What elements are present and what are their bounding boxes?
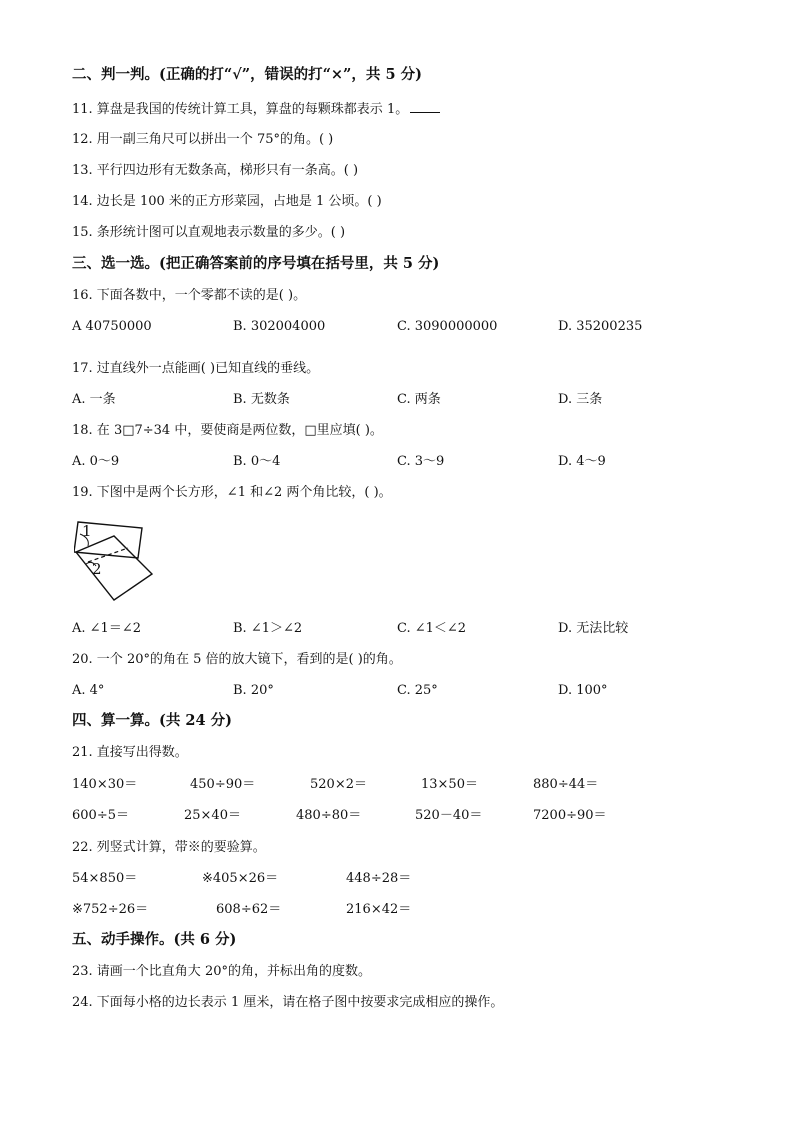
q20-option-d: D. 100°: [558, 683, 608, 698]
q21-item: 600÷5＝: [72, 808, 129, 823]
section-2-heading: 二、判一判。(正确的打“√”，错误的打“×”，共 5 分): [72, 66, 422, 83]
q22-item: 54×850＝: [72, 871, 138, 886]
q21-item: 7200÷90＝: [533, 808, 607, 823]
question-14: 14. 边长是 100 米的正方形菜园，占地是 1 公顷。( ): [72, 194, 382, 209]
question-22: 22. 列竖式计算，带※的要验算。: [72, 840, 266, 855]
question-12: 12. 用一副三角尺可以拼出一个 75°的角。( ): [72, 132, 334, 147]
question-16: 16. 下面各数中，一个零都不读的是( )。: [72, 288, 307, 303]
q21-item: 880÷44＝: [533, 777, 599, 792]
q16-option-a: A 40750000: [72, 319, 152, 334]
q21-item: 25×40＝: [184, 808, 241, 823]
q18-option-b: B. 0～4: [233, 454, 281, 469]
q20-option-b: B. 20°: [233, 683, 274, 698]
q22-item: 448÷28＝: [346, 871, 412, 886]
question-11-text: 11. 算盘是我国的传统计算工具，算盘的每颗珠都表示 1。: [72, 102, 409, 117]
q21-item: 520－40＝: [415, 808, 483, 823]
angle-1-label: 1: [82, 522, 92, 540]
q20-option-a: A. 4°: [72, 683, 105, 698]
lower-rectangle: [76, 536, 152, 600]
section-4-heading: 四、算一算。(共 24 分): [72, 712, 232, 729]
q22-item: 608÷62＝: [216, 902, 282, 917]
question-20: 20. 一个 20°的角在 5 倍的放大镜下，看到的是( )的角。: [72, 652, 402, 667]
q17-option-c: C. 两条: [397, 392, 441, 407]
q17-option-d: D. 三条: [558, 392, 603, 407]
answer-blank: [410, 101, 440, 113]
q21-item: 480÷80＝: [296, 808, 362, 823]
q22-item: ※405×26＝: [202, 871, 279, 886]
angle-2-label: 2: [92, 560, 102, 578]
question-21: 21. 直接写出得数。: [72, 745, 188, 760]
q19-option-b: B. ∠1＞∠2: [233, 621, 303, 636]
q17-option-b: B. 无数条: [233, 392, 290, 407]
section-5-heading: 五、动手操作。(共 6 分): [72, 931, 237, 948]
q18-option-d: D. 4～9: [558, 454, 606, 469]
q21-item: 13×50＝: [421, 777, 478, 792]
section-3-heading: 三、选一选。(把正确答案前的序号填在括号里，共 5 分): [72, 255, 440, 272]
two-rectangles-figure: [74, 516, 158, 608]
q22-item: ※752÷26＝: [72, 902, 149, 917]
question-11: [72, 101, 440, 118]
q22-item: 216×42＝: [346, 902, 412, 917]
question-15: 15. 条形统计图可以直观地表示数量的多少。( ): [72, 225, 346, 240]
question-19: 19. 下图中是两个长方形，∠1 和∠2 两个角比较，( )。: [72, 485, 392, 500]
q21-item: 140×30＝: [72, 777, 138, 792]
q20-option-c: C. 25°: [397, 683, 438, 698]
question-23: 23. 请画一个比直角大 20°的角，并标出角的度数。: [72, 964, 371, 979]
q19-option-c: C. ∠1＜∠2: [397, 621, 467, 636]
q19-option-a: A. ∠1＝∠2: [72, 621, 141, 636]
q18-option-a: A. 0～9: [72, 454, 120, 469]
question-13: 13. 平行四边形有无数条高，梯形只有一条高。( ): [72, 163, 359, 178]
q18-option-c: C. 3～9: [397, 454, 445, 469]
q17-option-a: A. 一条: [72, 392, 116, 407]
q21-item: 450÷90＝: [190, 777, 256, 792]
question-17: 17. 过直线外一点能画( )已知直线的垂线。: [72, 361, 320, 376]
q21-item: 520×2＝: [310, 777, 367, 792]
q16-option-b: B. 302004000: [233, 319, 326, 334]
question-24: 24. 下面每小格的边长表示 1 厘米，请在格子图中按要求完成相应的操作。: [72, 995, 504, 1010]
q16-option-c: C. 3090000000: [397, 319, 498, 334]
q19-option-d: D. 无法比较: [558, 621, 629, 636]
q16-option-d: D. 35200235: [558, 319, 643, 334]
question-18: 18. 在 3□7÷34 中，要使商是两位数，□里应填( )。: [72, 423, 383, 438]
